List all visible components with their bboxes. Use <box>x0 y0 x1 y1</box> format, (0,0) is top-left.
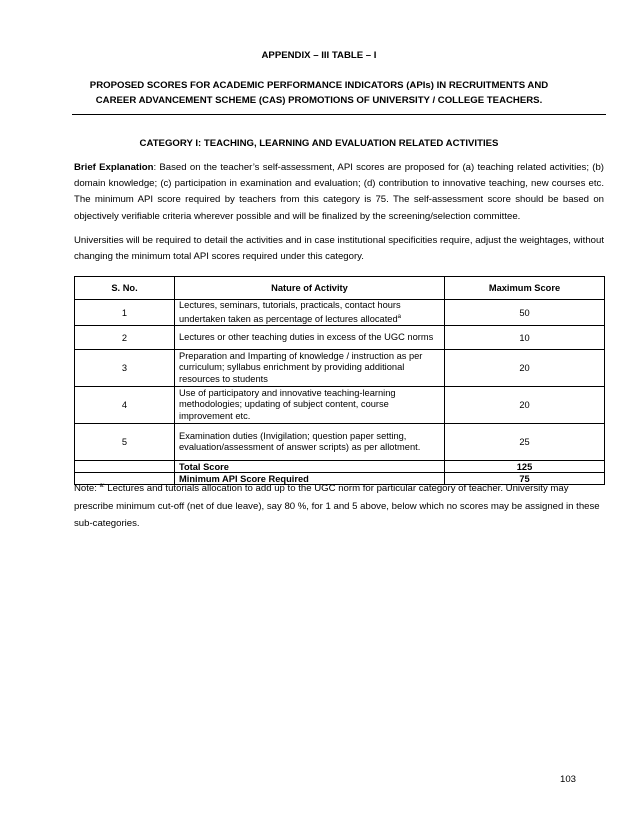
header-sno: S. No. <box>75 277 175 300</box>
table-header-row <box>75 277 605 300</box>
api-score-table <box>74 276 605 485</box>
brief-explanation <box>74 160 604 225</box>
proposed-title: PROPOSED SCORES FOR ACADEMIC PERFORMANCE INDICATORS (APIs) IN RECRUITMENTS AND CAREER ADVANCEMENT SCHEME (CAS) PROMOTIONS OF UNIVERSITY / COLLEGE TEACHERS. <box>89 80 549 106</box>
note-marker: a: <box>99 483 105 489</box>
row-activity: Use of participatory and innovative teaching-learning methodologies; updating of subject content, course improvement etc. <box>175 387 445 424</box>
minimum-value: 75 <box>445 473 605 485</box>
row-sno: 4 <box>75 387 175 424</box>
total-value: 125 <box>445 461 605 473</box>
row-activity: Lectures or other teaching duties in excess of the UGC norms <box>175 326 445 350</box>
row-sno: 5 <box>75 424 175 461</box>
row-sno: 2 <box>75 326 175 350</box>
header-max-score: Maximum Score <box>445 277 605 300</box>
title-rule <box>72 114 606 115</box>
note-prefix: Note: <box>74 483 100 495</box>
page-number: 103 <box>560 774 577 785</box>
minimum-label: Minimum API Score Required <box>175 473 445 485</box>
header-activity: Nature of Activity <box>175 277 445 300</box>
brief-label: Brief Explanation <box>74 162 154 173</box>
row-activity: Preparation and Imparting of knowledge / instruction as per curriculum; syllabus enrichment by providing additional resources to students <box>175 350 445 387</box>
brief-text: : Based on the teacher’s self-assessment, API scores are proposed for (a) teaching related activities; (b) domain knowledge; (c) participation in examination and evaluation; (d) contribution to innovative teaching, new courses etc. The minimum API score required by teachers from this category is 75. The self-assessment score should be based on objectively verifiable criteria wherever possible and will be finalized by the screening/selection committee. <box>74 162 604 222</box>
table-row <box>75 326 605 350</box>
category-heading: CATEGORY I: TEACHING, LEARNING AND EVALUATION RELATED ACTIVITIES <box>139 138 499 149</box>
row-score: 50 <box>445 300 605 326</box>
table-row <box>75 350 605 387</box>
row-activity: Examination duties (Invigilation; question paper setting, evaluation/assessment of answer scripts) as per allotment. <box>175 424 445 461</box>
row-footnote-marker: a <box>397 313 401 320</box>
table-row <box>75 424 605 461</box>
row-score: 10 <box>445 326 605 350</box>
row-activity: Lectures, seminars, tutorials, practicals, contact hours undertaken taken as percentage of lectures allocated$^a$ <box>175 300 445 326</box>
row-score: 20 <box>445 350 605 387</box>
note-text: Lectures and tutorials allocation to add up to the UGC norm for particular category of teacher. University may prescribe minimum cut-off (net of due leave), say 80 %, for 1 and 5 above, below which no scores may be assigned in these sub-categories. <box>74 483 600 530</box>
total-blank <box>75 461 175 473</box>
table-row <box>75 387 605 424</box>
table-row <box>75 300 605 326</box>
table-note <box>74 478 604 533</box>
row-score: 20 <box>445 387 605 424</box>
row-score: 25 <box>445 424 605 461</box>
universities-paragraph: Universities will be required to detail the activities and in case institutional specificities require, adjust the weightages, without changing the minimum total API scores required under this category. <box>74 235 604 263</box>
row-sno: 3 <box>75 350 175 387</box>
total-row <box>75 461 605 473</box>
row-sno: 1 <box>75 300 175 326</box>
appendix-heading: APPENDIX – III TABLE – I <box>261 50 377 61</box>
total-label: Total Score <box>175 461 445 473</box>
